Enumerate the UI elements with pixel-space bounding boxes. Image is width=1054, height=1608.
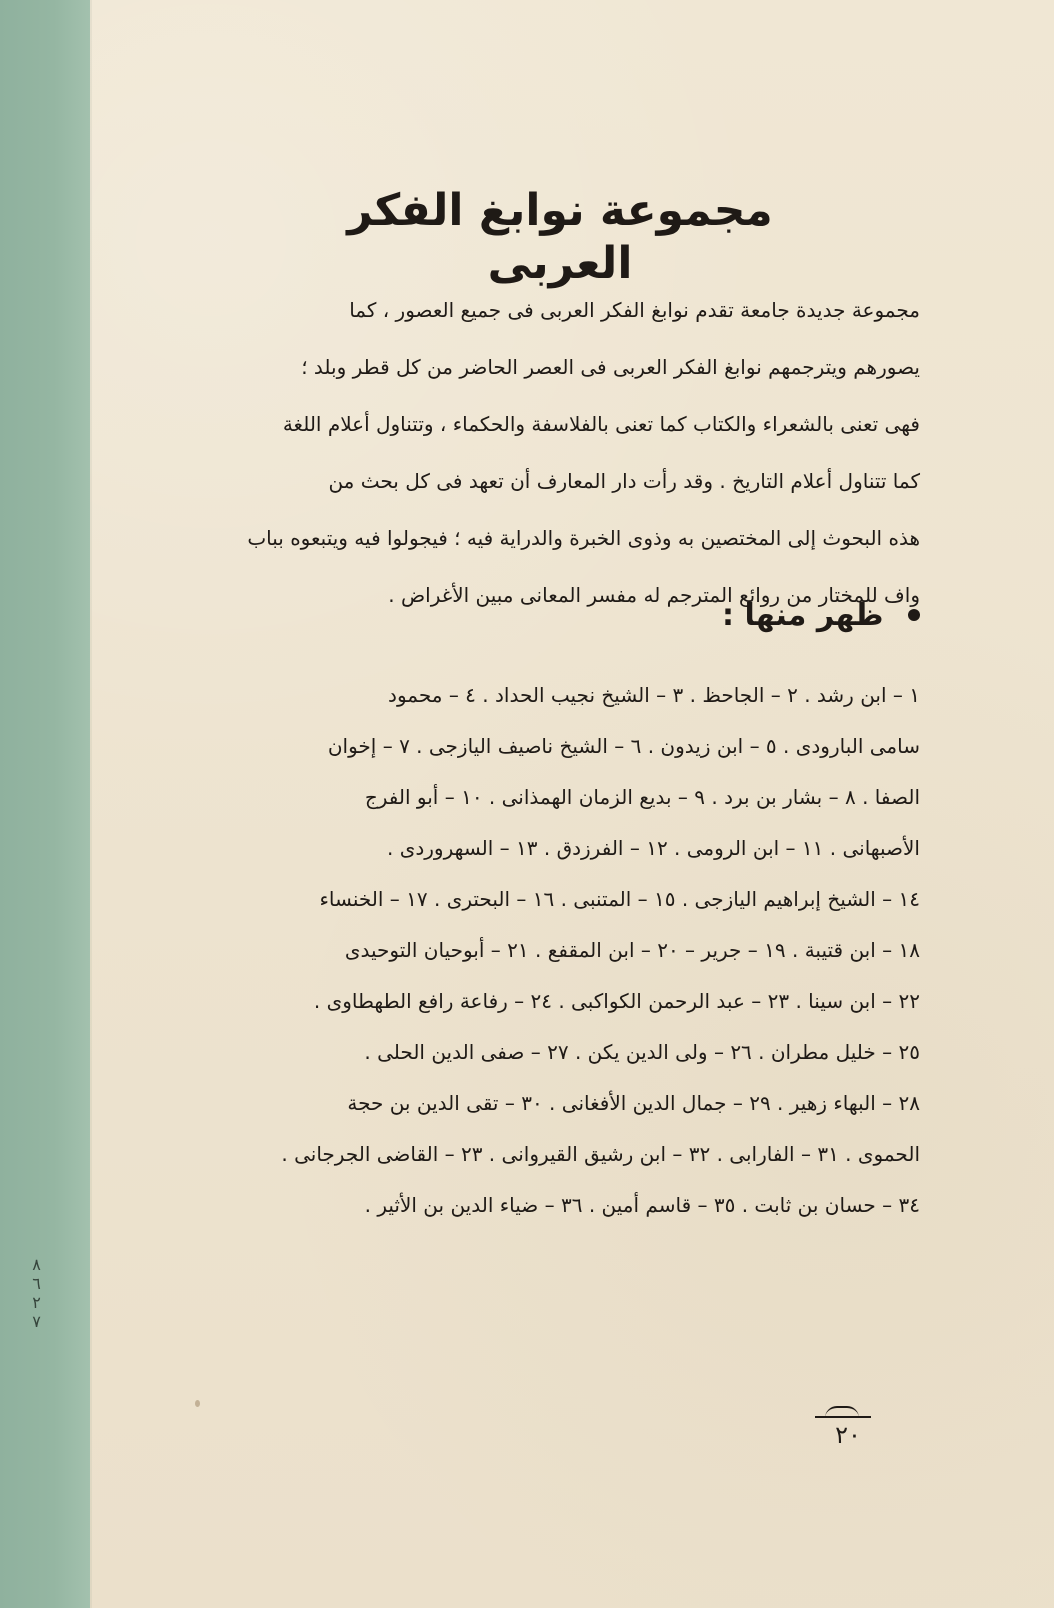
page-ornament-icon [815, 1405, 880, 1421]
bullet-icon [908, 609, 920, 621]
paper-speck [195, 1400, 200, 1407]
list-line: ٣٤ – حسان بن ثابت . ٣٥ – قاسم أمين . ٣٦ – ضياء الدين بن الأثير . [364, 1193, 920, 1217]
list-line: ٢٢ – ابن سينا . ٢٣ – عبد الرحمن الكواكبى . ٢٤ – رفاعة رافع الطهطاوى . [313, 989, 920, 1013]
list-line: ١٤ – الشيخ إبراهيم اليازجى . ١٥ – المتنبى . ١٦ – البحترى . ١٧ – الخنساء [319, 887, 920, 911]
published-heading [700, 598, 920, 634]
green-binding-spine [0, 0, 90, 1608]
intro-paragraph [220, 282, 920, 624]
list-line: الأصبهانى . ١١ – ابن الرومى . ١٢ – الفرزدق . ١٣ – السهروردى . [386, 836, 920, 860]
intro-line: فهى تعنى بالشعراء والكتاب كما تعنى بالفلاسفة والحكماء ، وتتناول أعلام اللغة [282, 412, 920, 436]
intro-line: هذه البحوث إلى المختصين به وذوى الخبرة والدراية فيه ؛ فيجولوا فيه ويتبعوه بباب [247, 526, 920, 550]
spine-code: ٨٦٢٧ [27, 1255, 46, 1331]
page-title: مجموعة نوابغ الفكر العربى [347, 185, 773, 289]
list-line: ١٨ – ابن قتيبة . ١٩ – جرير – ٢٠ – ابن المقفع . ٢١ – أبوحيان التوحيدى [344, 938, 920, 962]
intro-line: واف للمختار من روائع المترجم له مفسر المعانى مبين الأغراض . [388, 583, 920, 607]
list-line: الصفا . ٨ – بشار بن برد . ٩ – بديع الزمان الهمذانى . ١٠ – أبو الفرج [364, 785, 920, 809]
list-line: ٢٨ – البهاء زهير . ٢٩ – جمال الدين الأفغانى . ٣٠ – تقى الدين بن حجة [347, 1091, 920, 1115]
list-line: الحموى . ٣١ – الفارابى . ٣٢ – ابن رشيق القيروانى . ٢٣ – القاضى الجرجانى . [281, 1142, 920, 1166]
intro-line: كما تتناول أعلام التاريخ . وقد رأت دار المعارف أن تعهد فى كل بحث من [328, 469, 920, 493]
list-line: ٢٥ – خليل مطران . ٢٦ – ولى الدين يكن . ٢٧ – صفى الدين الحلى . [364, 1040, 920, 1064]
intro-line: يصورهم ويترجمهم نوابغ الفكر العربى فى العصر الحاضر من كل قطر وبلد ؛ [301, 355, 920, 379]
list-line: ١ – ابن رشد . ٢ – الجاحظ . ٣ – الشيخ نجيب الحداد . ٤ – محمود [388, 683, 920, 707]
published-heading-text: ظهر منها : [722, 598, 884, 633]
spine-shadow [90, 0, 92, 1608]
list-line: سامى البارودى . ٥ – ابن زيدون . ٦ – الشيخ ناصيف اليازجى . ٧ – إخوان [327, 734, 920, 758]
published-titles-list [220, 670, 920, 1231]
page-number: ٢٠ [835, 1421, 861, 1449]
intro-line: مجموعة جديدة جامعة تقدم نوابغ الفكر العربى فى جميع العصور ، كما [349, 298, 920, 322]
